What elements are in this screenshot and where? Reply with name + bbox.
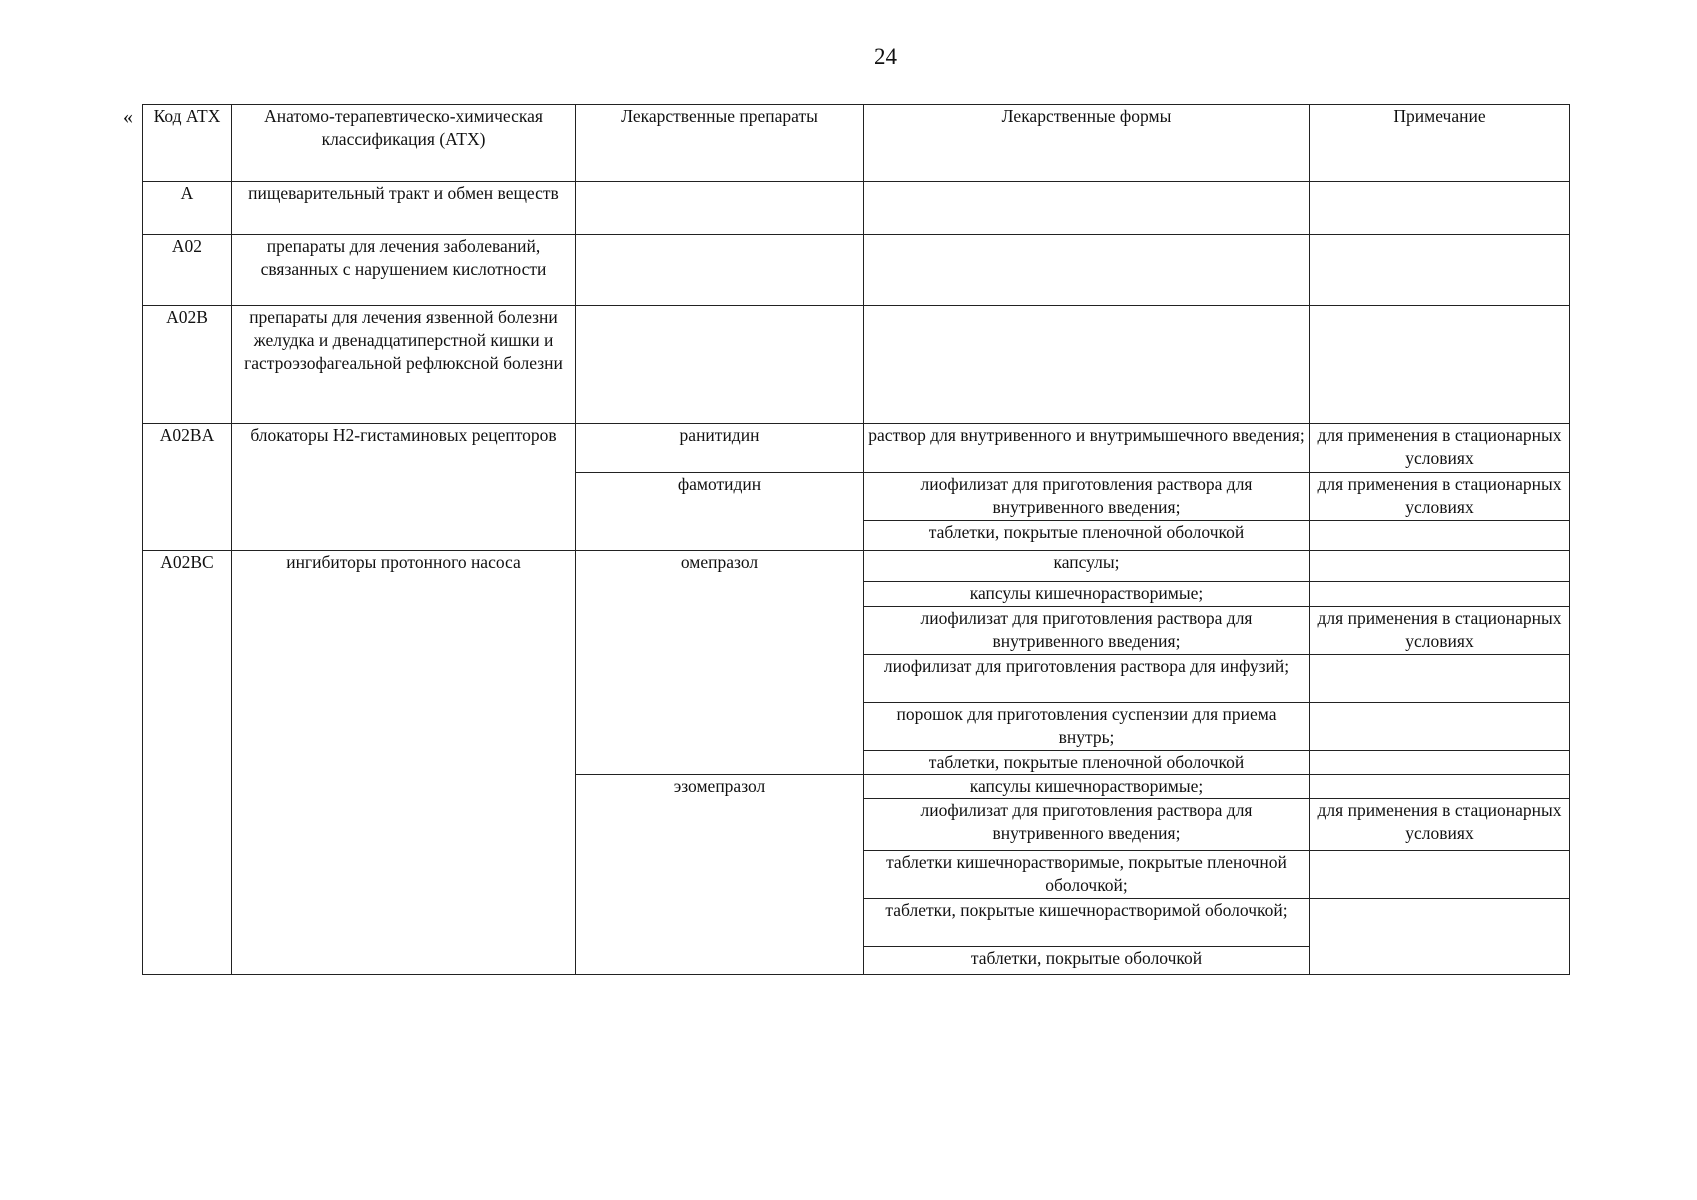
cell-form: таблетки, покрытые оболочкой: [864, 947, 1310, 975]
cell-empty: [576, 235, 864, 306]
table-row: [143, 235, 1570, 306]
cell-empty: [864, 235, 1310, 306]
cell-note: [1310, 582, 1570, 607]
cell-form: таблетки, покрытые пленочной оболочкой: [864, 521, 1310, 551]
cell-form: лиофилизат для приготовления раствора для внутривенного введения;: [864, 473, 1310, 521]
cell-note: для применения в стационарных условиях: [1310, 799, 1570, 851]
table-header-row: [143, 105, 1570, 182]
cell-note: [1310, 655, 1570, 703]
cell-note: для применения в стационарных условиях: [1310, 473, 1570, 521]
table-row: [143, 551, 1570, 582]
cell-classification: блокаторы H2-гистаминовых рецепторов: [232, 424, 576, 551]
cell-classification: пищеварительный тракт и обмен веществ: [232, 182, 576, 235]
cell-form: капсулы кишечнорастворимые;: [864, 582, 1310, 607]
cell-form: раствор для внутривенного и внутримышечного введения;: [864, 424, 1310, 473]
cell-code: A02BA: [143, 424, 232, 551]
cell-note: [1310, 899, 1570, 975]
cell-empty: [1310, 235, 1570, 306]
cell-drug-name: омепразол: [576, 551, 864, 775]
cell-empty: [576, 182, 864, 235]
table-row: [143, 306, 1570, 424]
cell-note: для применения в стационарных условиях: [1310, 424, 1570, 473]
cell-form: порошок для приготовления суспензии для приема внутрь;: [864, 703, 1310, 751]
cell-form: капсулы;: [864, 551, 1310, 582]
header-note: Примечание: [1310, 105, 1570, 182]
cell-classification: ингибиторы протонного насоса: [232, 551, 576, 975]
cell-note: [1310, 851, 1570, 899]
header-classification: Анатомо-терапевтическо-химическая классификация (АТХ): [232, 105, 576, 182]
header-code: Код АТХ: [143, 105, 232, 182]
cell-note: [1310, 703, 1570, 751]
header-drugs: Лекарственные препараты: [576, 105, 864, 182]
cell-code: A02: [143, 235, 232, 306]
atx-drug-table: [142, 104, 1570, 975]
cell-empty: [864, 182, 1310, 235]
cell-drug-name: фамотидин: [576, 473, 864, 551]
cell-note: для применения в стационарных условиях: [1310, 607, 1570, 655]
cell-empty: [1310, 306, 1570, 424]
header-forms: Лекарственные формы: [864, 105, 1310, 182]
opening-quote-mark: «: [123, 106, 133, 128]
cell-note: [1310, 751, 1570, 775]
cell-note: [1310, 521, 1570, 551]
cell-form: таблетки кишечнорастворимые, покрытые пленочной оболочкой;: [864, 851, 1310, 899]
cell-classification: препараты для лечения язвенной болезни желудка и двенадцатиперстной кишки и гастроэзофагеальной рефлюксной болезни: [232, 306, 576, 424]
cell-drug-name: эзомепразол: [576, 775, 864, 975]
cell-classification: препараты для лечения заболеваний, связанных с нарушением кислотности: [232, 235, 576, 306]
cell-form: таблетки, покрытые пленочной оболочкой: [864, 751, 1310, 775]
table-row: [143, 182, 1570, 235]
cell-form: лиофилизат для приготовления раствора для инфузий;: [864, 655, 1310, 703]
cell-code: A02BC: [143, 551, 232, 975]
table-row: [143, 424, 1570, 473]
cell-form: лиофилизат для приготовления раствора для внутривенного введения;: [864, 607, 1310, 655]
cell-code: A02B: [143, 306, 232, 424]
cell-note: [1310, 775, 1570, 799]
cell-form: таблетки, покрытые кишечнорастворимой оболочкой;: [864, 899, 1310, 947]
cell-form: лиофилизат для приготовления раствора для внутривенного введения;: [864, 799, 1310, 851]
cell-empty: [576, 306, 864, 424]
cell-empty: [1310, 182, 1570, 235]
cell-drug-name: ранитидин: [576, 424, 864, 473]
page-number: 24: [874, 44, 897, 69]
cell-empty: [864, 306, 1310, 424]
cell-form: капсулы кишечнорастворимые;: [864, 775, 1310, 799]
cell-code: A: [143, 182, 232, 235]
cell-note: [1310, 551, 1570, 582]
